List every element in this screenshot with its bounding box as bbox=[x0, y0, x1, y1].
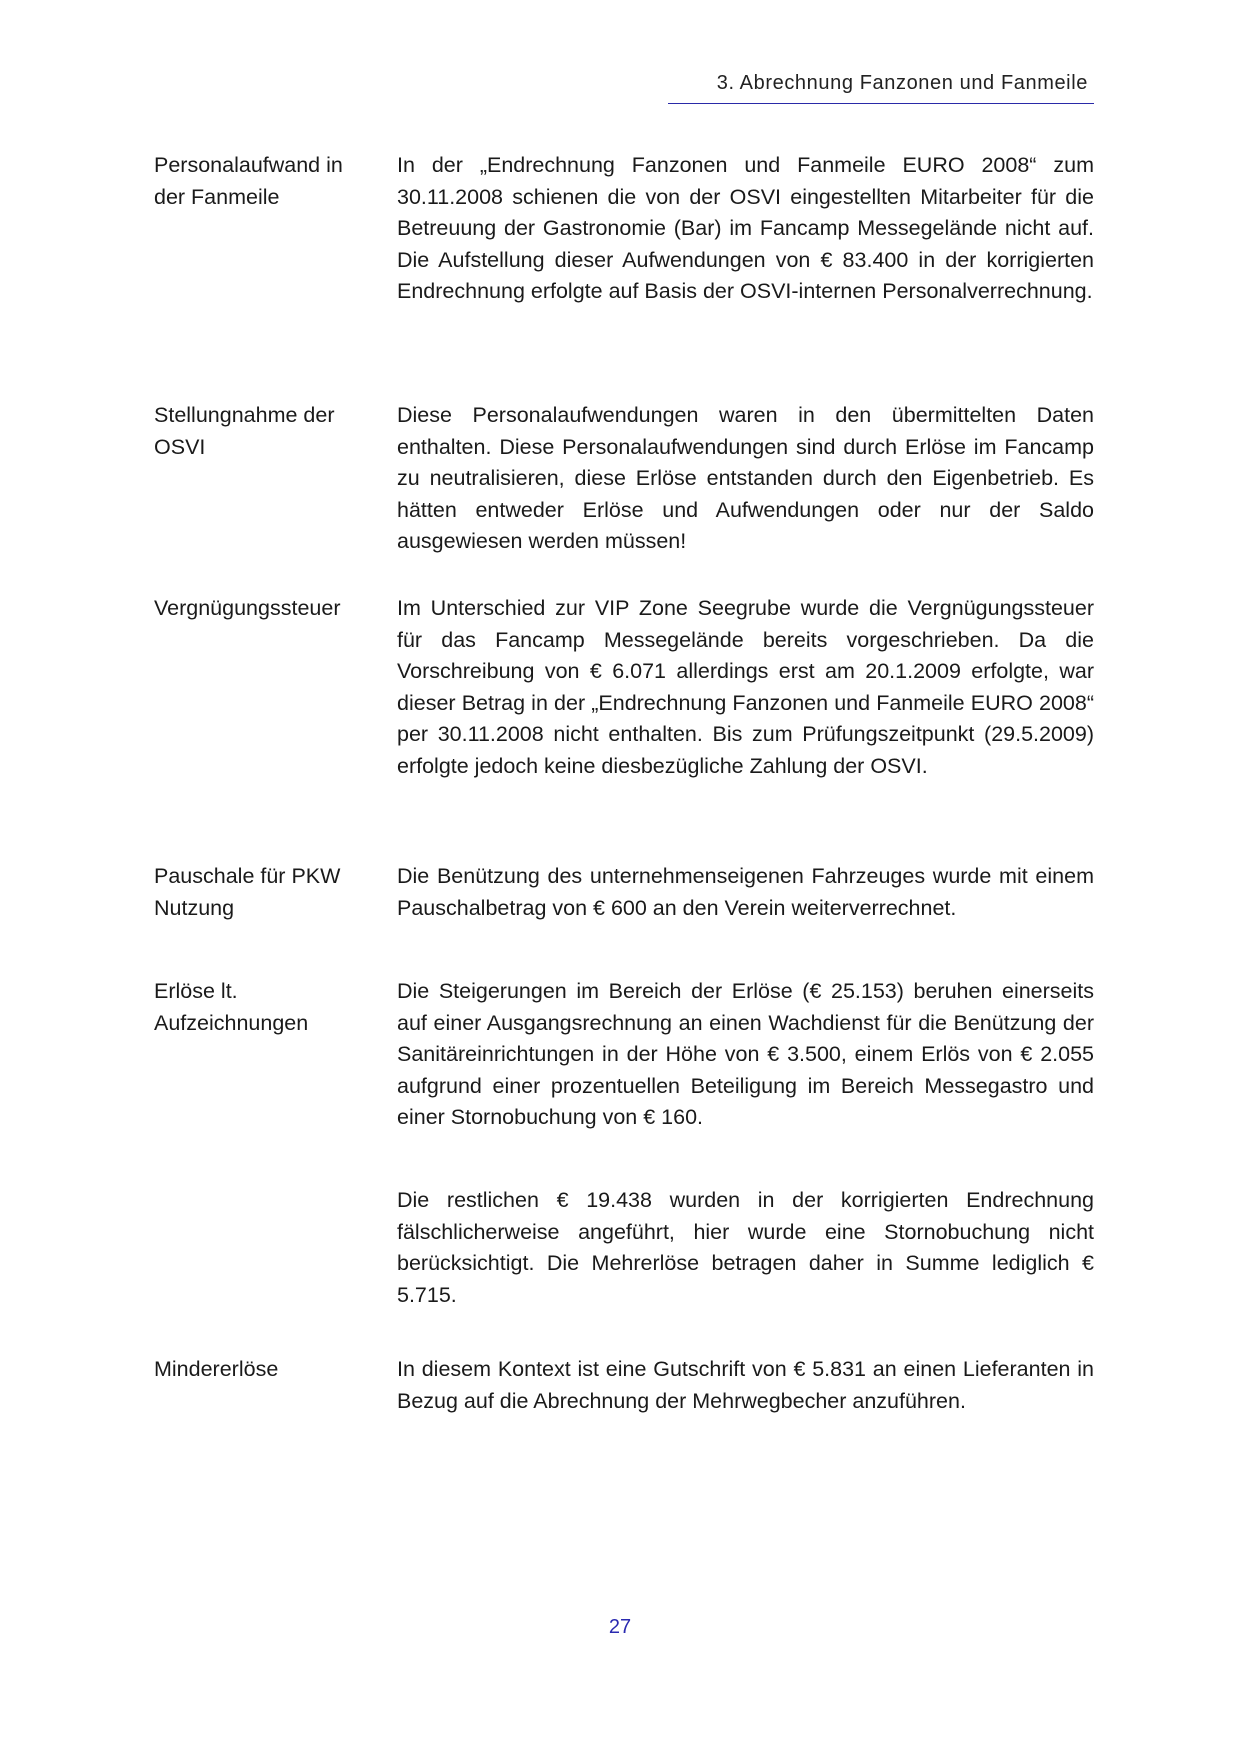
section-label: Stellungnahme der OSVI bbox=[154, 403, 335, 459]
section-body: Im Unterschied zur VIP Zone Seegrube wurde die Vergnügungssteuer für das Fancamp Messegelände bereits vorgeschrieben. Da die Vorschreibung von € 6.071 allerdings erst am 20.1.2009 erfolgte, war dieser Betrag in der „Endrechnung Fanzonen und Fanmeile EURO 2008“ per 30.11.2008 nicht enthalten. Bis zum Prüfungszeitpunkt (29.5.2009) erfolgte jedoch keine diesbezügliche Zahlung der OSVI. bbox=[397, 596, 1094, 778]
section-body: Die Steigerungen im Bereich der Erlöse (€ 25.153) beruhen einerseits auf einer Ausgangsrechnung an einen Wachdienst für die Benützung der Sanitäreinrichtungen in der Höhe von € 3.500, einem Erlös von € 2.055 aufgrund einer prozentuellen Beteiligung im Bereich Messegastro und einer Stornobuchung von € 160. bbox=[397, 979, 1094, 1129]
section-body: Diese Personalaufwendungen waren in den übermittelten Daten enthalten. Diese Personalaufwendungen sind durch Erlöse im Fancamp zu neutralisieren, diese Erlöse entstanden durch den Eigenbetrieb. Es hätten entweder Erlöse und Aufwendungen oder nur der Saldo ausgewiesen werden müssen! bbox=[397, 403, 1094, 553]
header-title: 3. Abrechnung Fanzonen und Fanmeile bbox=[716, 72, 1088, 94]
section-body: Die Benützung des unternehmenseigenen Fahrzeuges wurde mit einem Pauschalbetrag von € 600 an den Verein weiterverrechnet. bbox=[397, 864, 1094, 920]
section-label: Vergnügungssteuer bbox=[154, 596, 341, 620]
page-number: 27 bbox=[608, 1616, 632, 1638]
section-label: Mindererlöse bbox=[154, 1357, 279, 1381]
section-label: Pauschale für PKW Nutzung bbox=[154, 864, 341, 920]
section-label: Personalaufwand in der Fanmeile bbox=[154, 153, 343, 209]
section-body: In diesem Kontext ist eine Gutschrift von € 5.831 an einen Lieferanten in Bezug auf die Abrechnung der Mehrwegbecher anzuführen. bbox=[397, 1357, 1094, 1413]
section-label: Erlöse lt. Aufzeichnungen bbox=[154, 979, 309, 1035]
running-header bbox=[668, 72, 1094, 104]
section-body: Die restlichen € 19.438 wurden in der korrigierten Endrechnung fälschlicherweise angeführt, hier wurde eine Stornobuchung nicht berücksichtigt. Die Mehrerlöse betragen daher in Summe lediglich € 5.715. bbox=[397, 1188, 1094, 1307]
section-body: In der „Endrechnung Fanzonen und Fanmeile EURO 2008“ zum 30.11.2008 schienen die von der OSVI eingestellten Mitarbeiter für die Betreuung der Gastronomie (Bar) im Fancamp Messegelände nicht auf. Die Aufstellung dieser Aufwendungen von € 83.400 in der korrigierten Endrechnung erfolgte auf Basis der OSVI-internen Personalverrechnung. bbox=[397, 153, 1094, 303]
